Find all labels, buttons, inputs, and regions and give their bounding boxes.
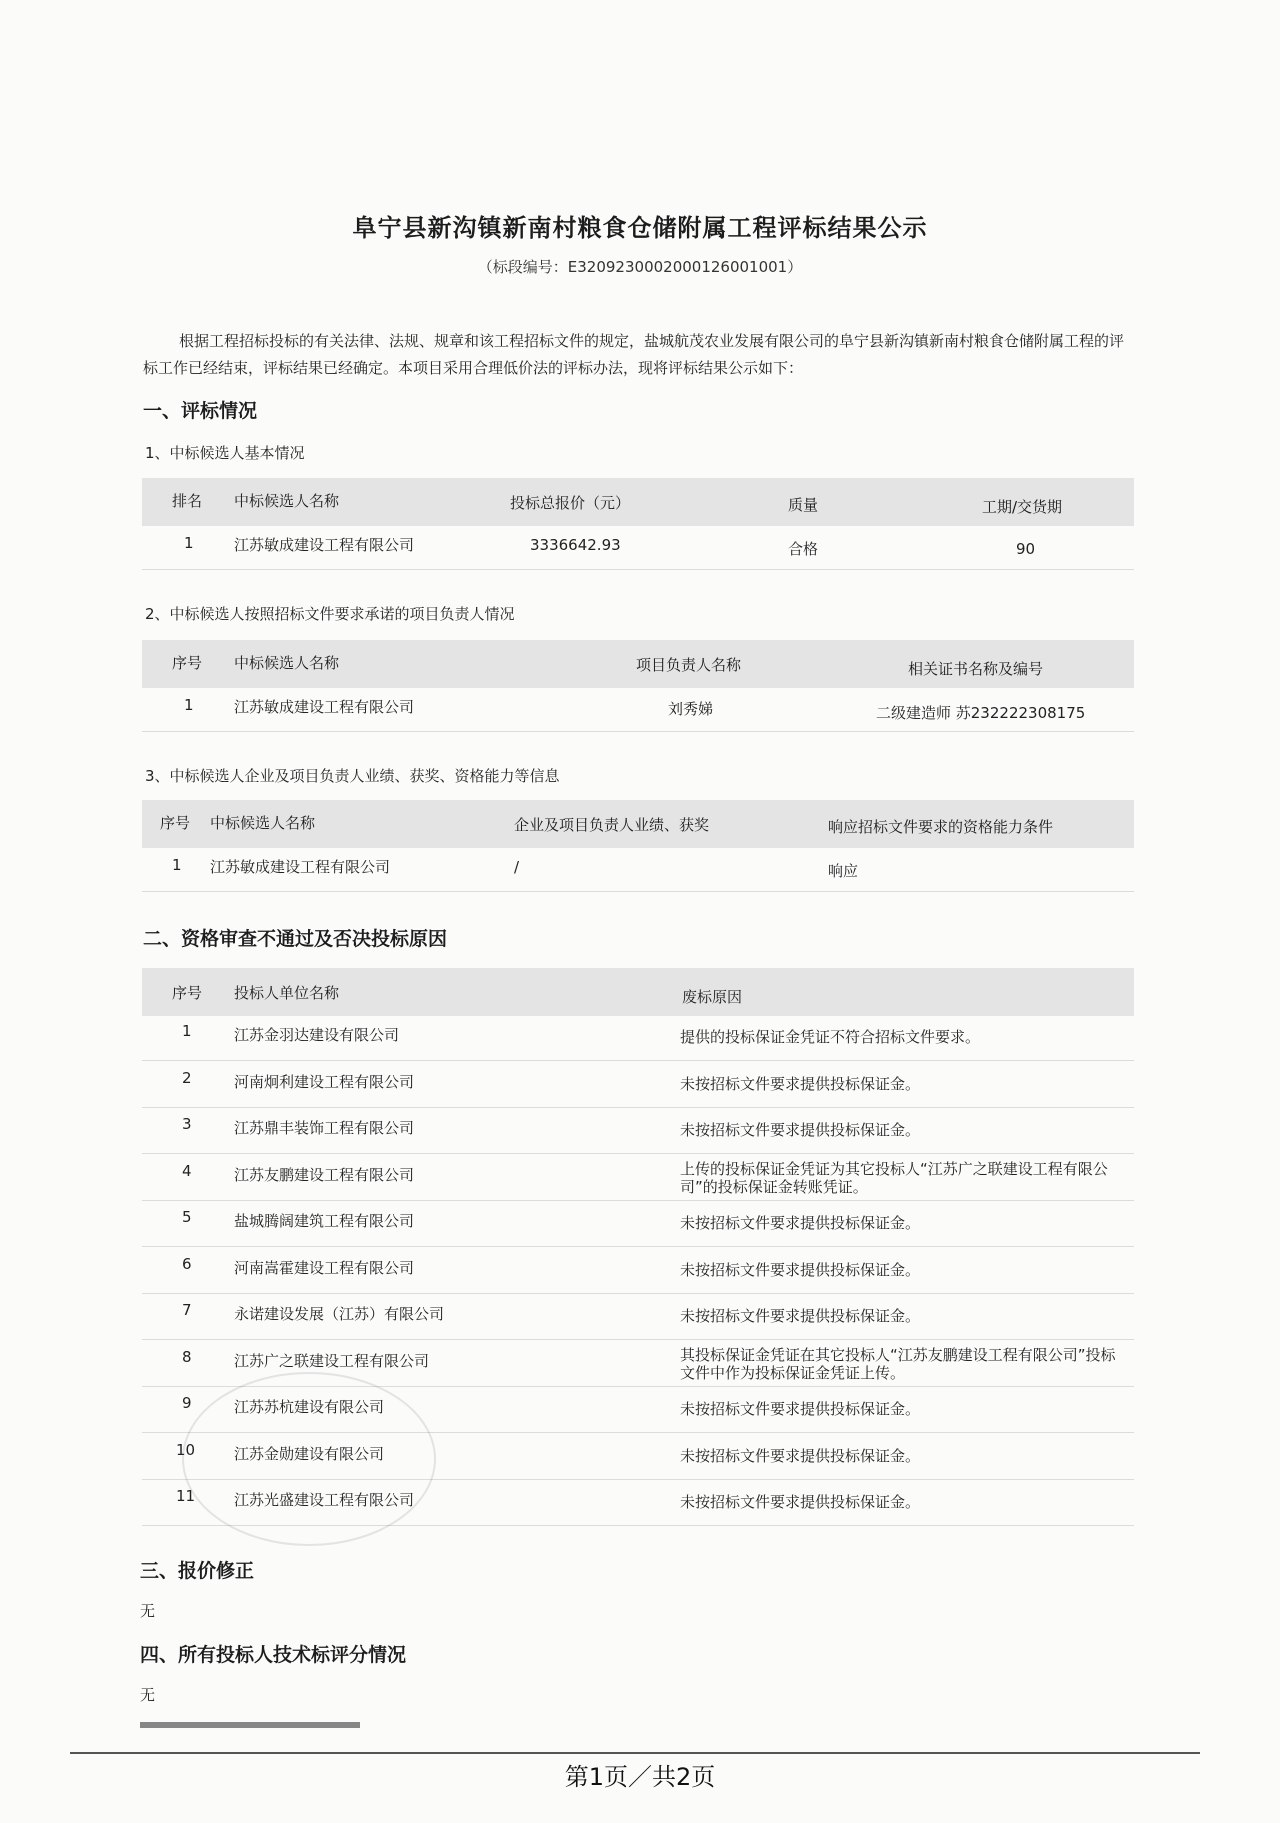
bidder-name-cell: 永诺建设发展（江苏）有限公司 — [234, 1305, 445, 1323]
bidder-name-cell: 河南嵩霍建设工程有限公司 — [234, 1258, 415, 1277]
rank-cell: 1 — [184, 534, 194, 552]
reject-reason-cell: 未按招标文件要求提供投标保证金。 — [680, 1121, 921, 1139]
row-divider — [142, 891, 1134, 892]
header-cell: 序号 — [172, 984, 203, 1002]
row-divider — [142, 1060, 1134, 1061]
header-cell: 序号 — [160, 814, 191, 832]
section4-text: 无 — [140, 1686, 156, 1704]
reject-reason-cell: 未按招标文件要求提供投标保证金。 — [680, 1214, 921, 1232]
section-code: （标段编号：E3209230002000126001001） — [477, 258, 803, 276]
section1-heading: 一、评标情况 — [143, 400, 258, 422]
certificate-cell: 二级建造师 苏232222308175 — [876, 704, 1086, 722]
project-manager-table — [142, 640, 1134, 732]
bidder-name-cell: 江苏苏杭建设有限公司 — [234, 1398, 385, 1416]
section2-heading: 二、资格审查不通过及否决投标原因 — [143, 928, 448, 950]
table-header — [142, 478, 1134, 526]
reject-reason-cell: 提供的投标保证金凭证不符合招标文件要求。 — [680, 1028, 981, 1046]
reject-reason-cell: 其投标保证金凭证在其它投标人“江苏友鹏建设工程有限公司”投标文件中作为投标保证金凭证上传。 — [680, 1345, 1116, 1382]
row-divider — [142, 1153, 1134, 1154]
reject-reason-cell: 未按招标文件要求提供投标保证金。 — [680, 1400, 921, 1418]
bidder-name-cell: 江苏友鹏建设工程有限公司 — [234, 1165, 415, 1184]
reject-reason-cell: 未按招标文件要求提供投标保证金。 — [680, 1307, 921, 1325]
row-divider — [142, 731, 1134, 732]
bidder-name-cell: 河南炯利建设工程有限公司 — [234, 1072, 415, 1091]
header-cell: 中标候选人名称 — [210, 814, 316, 832]
sub1-heading: 1、中标候选人基本情况 — [145, 444, 305, 462]
row-divider — [142, 1293, 1134, 1294]
manager-name-cell: 刘秀娣 — [668, 700, 714, 718]
section3-heading: 三、报价修正 — [140, 1560, 255, 1582]
bidder-name-cell: 江苏光盛建设工程有限公司 — [234, 1491, 415, 1509]
header-cell: 中标候选人名称 — [234, 654, 340, 672]
reject-reason-cell: 未按招标文件要求提供投标保证金。 — [680, 1260, 921, 1279]
footer-divider — [70, 1752, 1200, 1754]
index-cell: 4 — [182, 1161, 192, 1180]
header-cell: 序号 — [172, 654, 203, 672]
header-cell: 中标候选人名称 — [234, 492, 340, 510]
index-cell: 7 — [182, 1301, 192, 1319]
index-cell: 6 — [182, 1254, 192, 1273]
index-cell: 2 — [182, 1068, 192, 1087]
index-cell: 1 — [172, 856, 182, 874]
row-divider — [142, 1339, 1134, 1340]
bidder-name-cell: 江苏金勋建设有限公司 — [234, 1444, 385, 1463]
header-cell: 企业及项目负责人业绩、获奖 — [514, 816, 710, 834]
section3-text: 无 — [140, 1602, 156, 1620]
candidate-name-cell: 江苏敏成建设工程有限公司 — [210, 858, 391, 876]
table-header — [142, 640, 1134, 688]
reject-reason-cell: 未按招标文件要求提供投标保证金。 — [680, 1446, 921, 1465]
seal-stamp — [182, 1372, 436, 1546]
row-divider — [142, 1107, 1134, 1108]
index-cell: 1 — [182, 1022, 192, 1040]
reject-reason-cell: 上传的投标保证金凭证为其它投标人“江苏广之联建设工程有限公司”的投标保证金转账凭证。 — [680, 1159, 1108, 1196]
candidate-name-cell: 江苏敏成建设工程有限公司 — [234, 698, 415, 716]
index-cell: 5 — [182, 1208, 192, 1226]
bidder-name-cell: 江苏金羽达建设有限公司 — [234, 1026, 400, 1044]
bidder-name-cell: 江苏鼎丰装饰工程有限公司 — [234, 1119, 415, 1137]
row-divider — [142, 1246, 1134, 1247]
index-cell: 11 — [176, 1487, 196, 1505]
bid-price-cell: 3336642.93 — [530, 536, 621, 554]
index-cell: 1 — [184, 696, 194, 714]
header-cell: 质量 — [788, 496, 819, 514]
reject-reason-cell: 未按招标文件要求提供投标保证金。 — [680, 1074, 921, 1093]
index-cell: 8 — [182, 1347, 192, 1366]
qualification-table — [142, 800, 1134, 892]
performance-cell: / — [514, 858, 520, 876]
candidate-basic-table — [142, 478, 1134, 570]
index-cell: 9 — [182, 1394, 192, 1412]
sub3-heading: 3、中标候选人企业及项目负责人业绩、获奖、资格能力等信息 — [145, 767, 560, 785]
header-cell: 工期/交货期 — [982, 498, 1063, 516]
table-header — [142, 968, 1134, 1016]
bidder-name-cell: 盐城腾阔建筑工程有限公司 — [234, 1212, 415, 1230]
page-number: 第1页／共2页 — [564, 1763, 716, 1791]
qualification-cell: 响应 — [828, 862, 859, 880]
header-cell: 投标人单位名称 — [234, 984, 340, 1002]
header-cell: 项目负责人名称 — [636, 656, 742, 674]
header-cell: 投标总报价（元） — [510, 494, 631, 512]
header-cell: 废标原因 — [682, 988, 743, 1006]
bidder-name-cell: 江苏广之联建设工程有限公司 — [234, 1351, 430, 1370]
table-header — [142, 800, 1134, 848]
duration-cell: 90 — [1016, 540, 1036, 558]
header-cell: 相关证书名称及编号 — [908, 660, 1044, 678]
sub2-heading: 2、中标候选人按照招标文件要求承诺的项目负责人情况 — [145, 605, 515, 623]
candidate-name-cell: 江苏敏成建设工程有限公司 — [234, 536, 415, 554]
header-cell: 排名 — [172, 492, 203, 510]
row-divider — [142, 1200, 1134, 1201]
reject-reason-cell: 未按招标文件要求提供投标保证金。 — [680, 1493, 921, 1511]
index-cell: 3 — [182, 1115, 192, 1133]
section4-heading: 四、所有投标人技术标评分情况 — [140, 1644, 407, 1666]
cut-off-heading — [140, 1722, 360, 1728]
quality-cell: 合格 — [788, 540, 819, 558]
header-cell: 响应招标文件要求的资格能力条件 — [828, 818, 1054, 836]
intro-paragraph: 根据工程招标投标的有关法律、法规、规章和该工程招标文件的规定，盐城航茂农业发展有限公司的阜宁县新沟镇新南村粮食仓储附属工程的评标工作已经结束，评标结果已经确定。本项目采用合理低价法的评标办法，现将评标结果公示如下： — [143, 332, 1125, 377]
row-divider — [142, 569, 1134, 570]
index-cell: 10 — [176, 1440, 196, 1459]
page-title: 阜宁县新沟镇新南村粮食仓储附属工程评标结果公示 — [352, 214, 928, 242]
